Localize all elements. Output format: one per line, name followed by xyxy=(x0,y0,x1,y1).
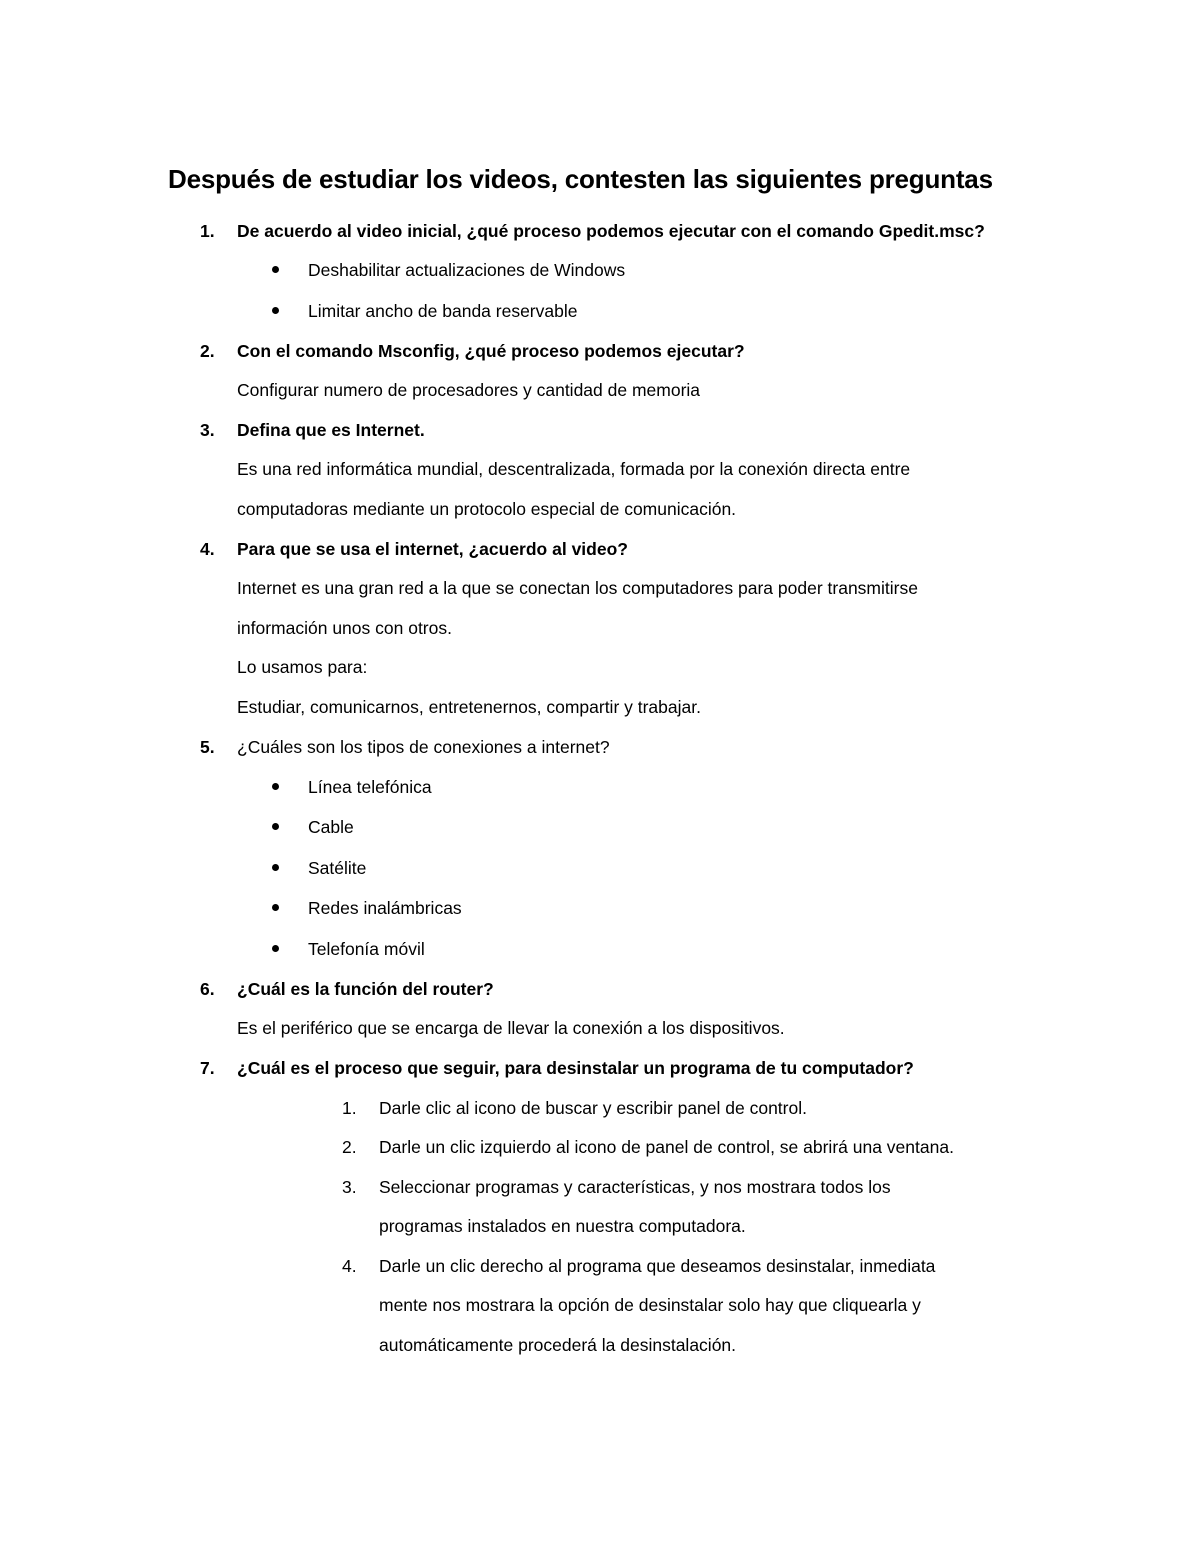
question-7-text: ¿Cuál es el proceso que seguir, para desinstalar un programa de tu computador? xyxy=(237,1058,914,1078)
bullet-icon xyxy=(272,307,279,314)
question-2-number: 2. xyxy=(200,341,215,361)
question-4-text: Para que se usa el internet, ¿acuerdo al video? xyxy=(237,539,628,559)
step-3-number: 3. xyxy=(342,1177,357,1197)
question-5-number: 5. xyxy=(200,737,215,757)
bullet-icon xyxy=(272,904,279,911)
page-title: Después de estudiar los videos, contesten las siguientes preguntas xyxy=(168,164,993,194)
answer-6: Es el periférico que se encarga de llevar la conexión a los dispositivos. xyxy=(237,1018,785,1038)
q5-bullet-5: Telefonía móvil xyxy=(308,939,425,959)
bullet-icon xyxy=(272,864,279,871)
step-4-line-3: automáticamente procederá la desinstalación. xyxy=(379,1335,737,1355)
question-1-number: 1. xyxy=(200,221,215,241)
step-4-line-2: mente nos mostrara la opción de desinstalar solo hay que cliquearla y xyxy=(379,1295,921,1315)
step-3-line-2: programas instalados en nuestra computadora. xyxy=(379,1216,746,1236)
question-2-text: Con el comando Msconfig, ¿qué proceso podemos ejecutar? xyxy=(237,341,745,361)
bullet-icon xyxy=(272,823,279,830)
question-4-number: 4. xyxy=(200,539,215,559)
answer-4-line-4: Estudiar, comunicarnos, entretenernos, compartir y trabajar. xyxy=(237,697,701,717)
question-3-text: Defina que es Internet. xyxy=(237,420,425,440)
question-6-number: 6. xyxy=(200,979,215,999)
answer-3-line-1: Es una red informática mundial, descentralizada, formada por la conexión directa entre xyxy=(237,459,911,479)
question-1-text: De acuerdo al video inicial, ¿qué proceso podemos ejecutar con el comando Gpedit.msc? xyxy=(237,221,985,241)
q5-bullet-4: Redes inalámbricas xyxy=(308,898,462,918)
step-1-line-1: Darle clic al icono de buscar y escribir panel de control. xyxy=(379,1098,807,1118)
answer-4-line-3: Lo usamos para: xyxy=(237,657,368,677)
step-2-line-1: Darle un clic izquierdo al icono de panel de control, se abrirá una ventana. xyxy=(379,1137,954,1157)
step-4-line-1: Darle un clic derecho al programa que deseamos desinstalar, inmediata xyxy=(379,1256,936,1276)
answer-2: Configurar numero de procesadores y cantidad de memoria xyxy=(237,380,701,400)
question-6-text: ¿Cuál es la función del router? xyxy=(237,979,494,999)
step-3-line-1: Seleccionar programas y características, y nos mostrara todos los xyxy=(379,1177,891,1197)
q5-bullet-2: Cable xyxy=(308,817,354,837)
question-3-number: 3. xyxy=(200,420,215,440)
bullet-icon xyxy=(272,783,279,790)
answer-3-line-2: computadoras mediante un protocolo especial de comunicación. xyxy=(237,499,737,519)
answer-4-line-2: información unos con otros. xyxy=(237,618,452,638)
question-5-text: ¿Cuáles son los tipos de conexiones a internet? xyxy=(237,737,610,757)
step-1-number: 1. xyxy=(342,1098,357,1118)
bullet-icon xyxy=(272,945,279,952)
bullet-icon xyxy=(272,266,279,273)
question-7-number: 7. xyxy=(200,1058,215,1078)
step-2-number: 2. xyxy=(342,1137,357,1157)
step-4-number: 4. xyxy=(342,1256,357,1276)
q1-bullet-1: Deshabilitar actualizaciones de Windows xyxy=(308,260,626,280)
q1-bullet-2: Limitar ancho de banda reservable xyxy=(308,301,578,321)
answer-4-line-1: Internet es una gran red a la que se conectan los computadores para poder transmitirse xyxy=(237,578,918,598)
q5-bullet-3: Satélite xyxy=(308,858,367,878)
q5-bullet-1: Línea telefónica xyxy=(308,777,432,797)
